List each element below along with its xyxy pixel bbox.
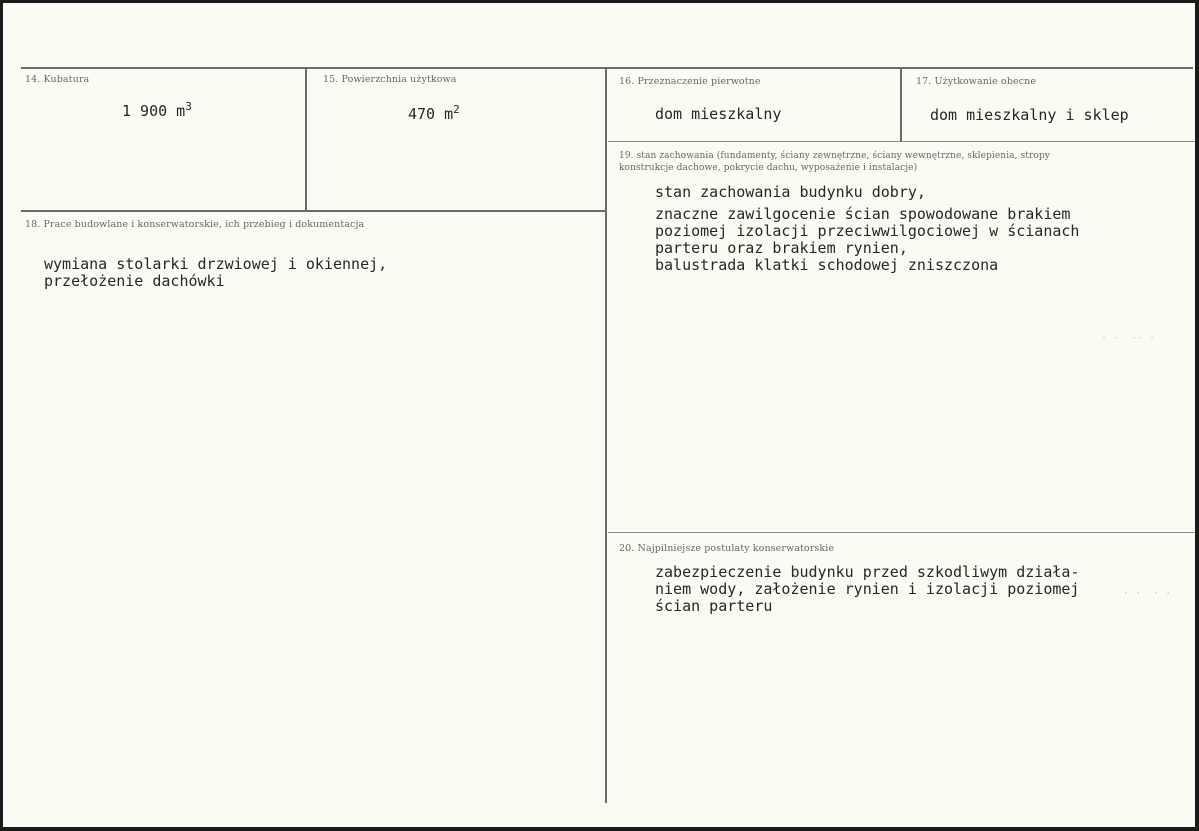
center-divider: [605, 68, 607, 803]
divider-14-15: [305, 68, 307, 211]
field-19-line-4: parteru oraz brakiem rynien,: [655, 239, 908, 257]
field-18-line-1: wymiana stolarki drzwiowej i okiennej,: [44, 255, 388, 273]
show-through-mark: · · ·· ·: [1101, 333, 1156, 344]
row1-rule-left: [21, 210, 606, 212]
field-20-line-3: ścian parteru: [655, 597, 773, 615]
field-15-label: 15. Powierzchnia użytkowa: [323, 74, 457, 85]
field-15-exponent: 2: [453, 103, 460, 116]
field-19-line-2: znaczne zawilgocenie ścian spowodowane brakiem: [655, 205, 1071, 223]
top-rule: [21, 67, 1193, 69]
field-18-label: 18. Prace budowlane i konserwatorskie, ich przebieg i dokumentacja: [25, 219, 365, 230]
row2-rule-right: [608, 532, 1195, 533]
show-through-mark: · · · ·: [1123, 588, 1172, 599]
field-20-line-1: zabezpieczenie budynku przed szkodliwym działa-: [655, 563, 1080, 581]
field-17-label: 17. Użytkowanie obecne: [916, 76, 1037, 87]
field-15-value: [408, 103, 460, 123]
field-14-number: 1 900 m: [122, 102, 186, 120]
field-14-exponent: 3: [185, 100, 192, 113]
field-16-value: dom mieszkalny: [655, 105, 782, 123]
field-14-value: [122, 100, 192, 120]
divider-16-17: [900, 68, 902, 142]
field-19-line-3: poziomej izolacji przeciwwilgociowej w ścianach: [655, 222, 1080, 240]
field-14-label: 14. Kubatura: [25, 74, 90, 85]
field-17-value: dom mieszkalny i sklep: [930, 106, 1129, 124]
field-20-line-2: niem wody, założenie rynien i izolacji poziomej: [655, 580, 1080, 598]
record-card: [3, 3, 1195, 827]
field-15-number: 470 m: [408, 105, 454, 123]
field-19-label-line-1: 19. stan zachowania (fundamenty, ściany zewnętrzne, ściany wewnętrzne, sklepienia, stropy: [619, 151, 1050, 161]
field-19-line-1: stan zachowania budynku dobry,: [655, 183, 926, 201]
field-19-line-5: balustrada klatki schodowej zniszczona: [655, 256, 999, 274]
field-19-label-line-2: konstrukcje dachowe, pokrycie dachu, wyposażenie i instalacje): [619, 163, 918, 173]
field-18-line-2: przełożenie dachówki: [44, 272, 225, 290]
field-20-label: 20. Najpilniejsze postulaty konserwatorskie: [619, 543, 835, 554]
field-16-label: 16. Przeznaczenie pierwotne: [619, 76, 761, 87]
